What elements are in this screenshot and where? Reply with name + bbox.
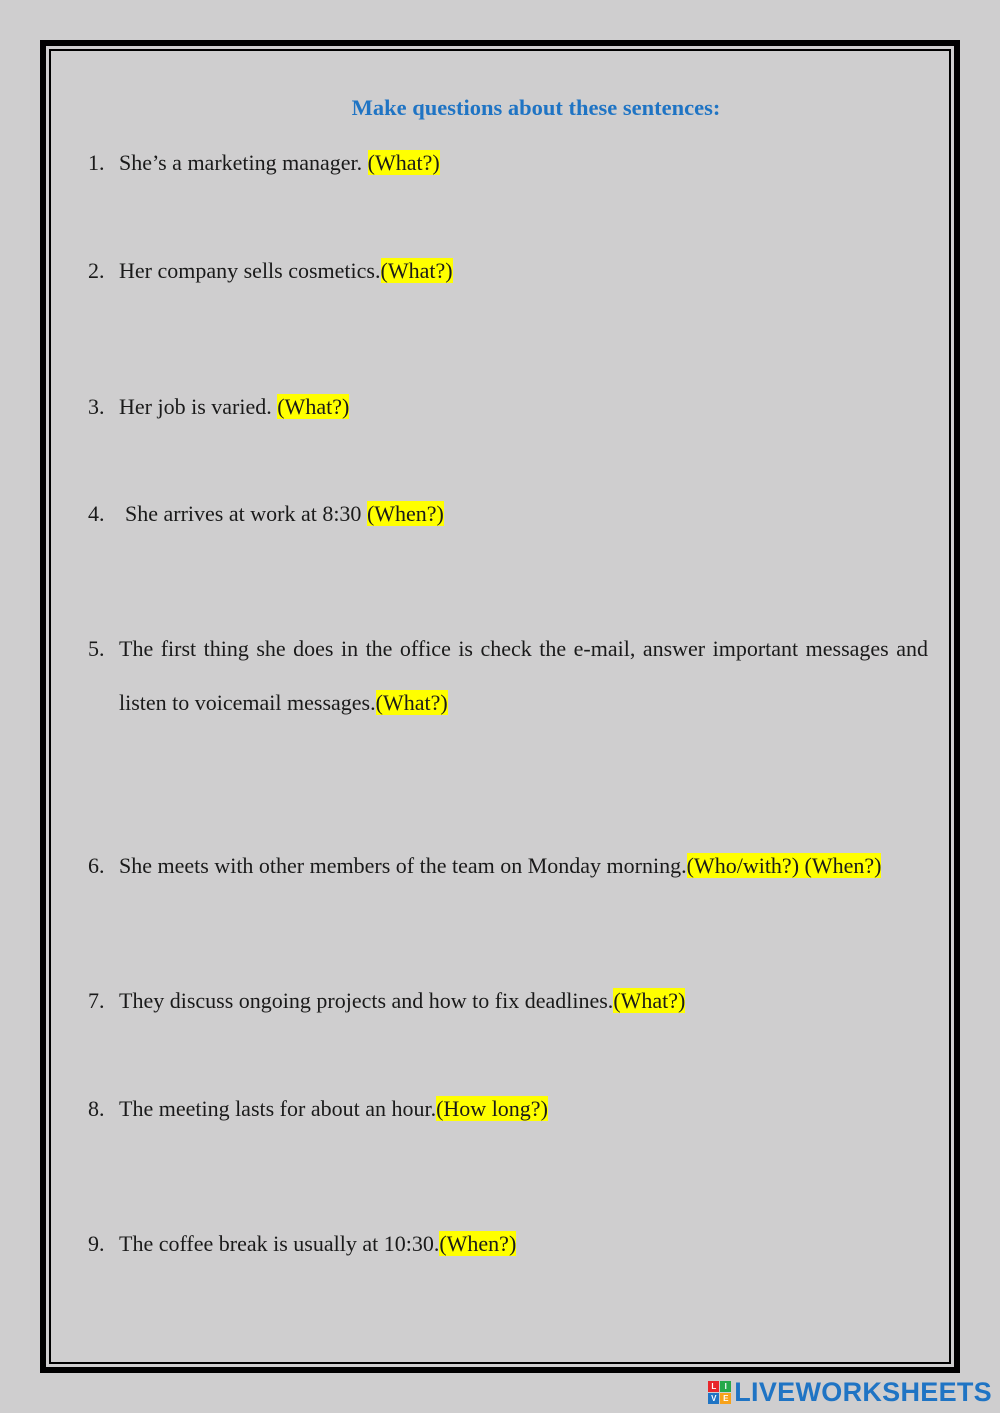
item-number: 2. [88, 258, 105, 283]
question-word-prompt: (What?) [380, 258, 453, 283]
item-number: 7. [88, 988, 105, 1013]
worksheet-title: Make questions about these sentences: [351, 95, 721, 120]
logo-letter-v: V [708, 1393, 719, 1404]
item-sentence: Her company sells cosmetics. [119, 258, 381, 283]
question-item-1 [88, 150, 928, 176]
question-item-5 [88, 622, 928, 730]
item-sentence: She’s a marketing manager. [119, 150, 368, 175]
logo-icon [708, 1381, 731, 1404]
logo-letter-e: E [720, 1393, 731, 1404]
question-item-9 [88, 1231, 928, 1257]
question-word-prompt: (What?) [613, 988, 686, 1013]
question-word-prompt: (Who/with?) (When?) [686, 853, 882, 878]
question-item-6 [88, 853, 928, 879]
question-word-prompt: (What?) [277, 394, 350, 419]
item-sentence: The first thing she does in the office is check the e-mail, answer important messages and listen to voicemail messages. [119, 636, 928, 715]
question-word-prompt: (How long?) [436, 1096, 548, 1121]
logo-wordmark: LIVEWORKSHEETS [734, 1377, 992, 1407]
question-word-prompt: (When?) [366, 501, 444, 526]
logo-letter-i: I [720, 1381, 731, 1392]
question-item-8 [88, 1096, 928, 1122]
liveworksheets-logo[interactable] [708, 1376, 992, 1408]
item-sentence: She meets with other members of the team on Monday morning. [119, 853, 687, 878]
question-word-prompt: (What?) [367, 150, 440, 175]
question-word-prompt: (When?) [439, 1231, 517, 1256]
question-word-prompt: (What?) [375, 690, 448, 715]
question-item-2 [88, 258, 928, 284]
item-sentence: They discuss ongoing projects and how to fix deadlines. [119, 988, 614, 1013]
item-number: 4. [88, 501, 105, 526]
item-number: 8. [88, 1096, 105, 1121]
question-item-4 [88, 501, 928, 527]
item-number: 5. [88, 636, 105, 661]
question-item-3 [88, 394, 928, 420]
item-number: 6. [88, 853, 105, 878]
logo-letter-l: L [708, 1381, 719, 1392]
item-number: 9. [88, 1231, 105, 1256]
question-item-7 [88, 988, 928, 1014]
item-sentence: She arrives at work at 8:30 [125, 501, 367, 526]
item-sentence: The meeting lasts for about an hour. [119, 1096, 437, 1121]
item-sentence: Her job is varied. [119, 394, 278, 419]
item-number: 3. [88, 394, 105, 419]
item-sentence: The coffee break is usually at 10:30. [119, 1231, 440, 1256]
item-number: 1. [88, 150, 105, 175]
